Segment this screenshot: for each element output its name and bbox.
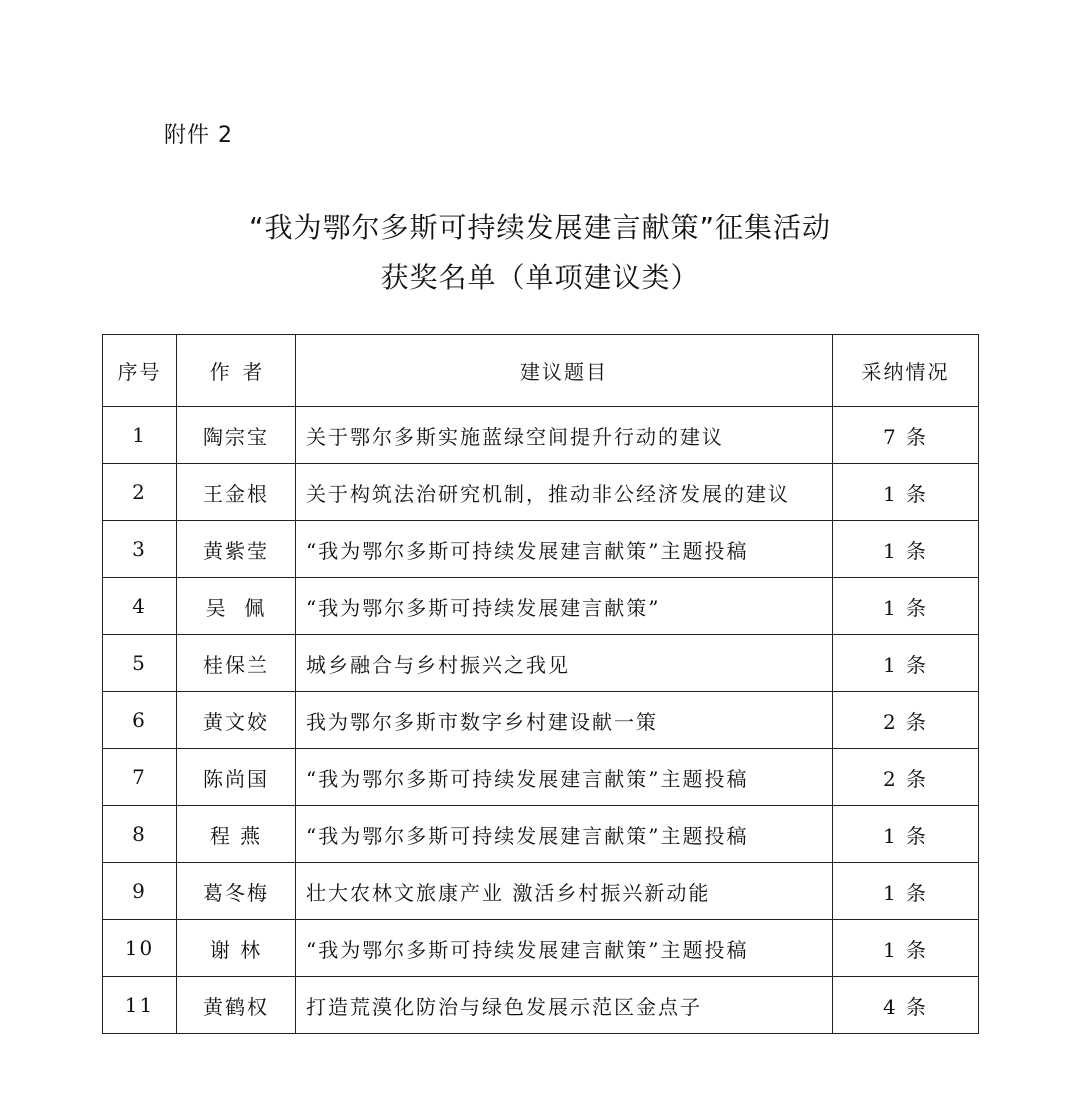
table-row [103, 578, 979, 635]
cell-topic: “我为鄂尔多斯可持续发展建言献策”主题投稿 [296, 749, 833, 806]
cell-no: 2 [103, 464, 177, 521]
table-row [103, 977, 979, 1034]
page-title: “我为鄂尔多斯可持续发展建言献策”征集活动 [248, 211, 831, 244]
cell-author: 陈尚国 [177, 749, 296, 806]
table-row [103, 521, 979, 578]
cell-topic: 壮大农林文旅康产业 激活乡村振兴新动能 [296, 863, 833, 920]
cell-status: 2 条 [833, 692, 979, 749]
cell-author: 王金根 [177, 464, 296, 521]
cell-author: 黄鹤权 [177, 977, 296, 1034]
table-row [103, 464, 979, 521]
header-no: 序号 [103, 335, 177, 407]
cell-status: 1 条 [833, 863, 979, 920]
table-row [103, 407, 979, 464]
table-row [103, 749, 979, 806]
cell-status: 7 条 [833, 407, 979, 464]
cell-topic: “我为鄂尔多斯可持续发展建言献策” [296, 578, 833, 635]
table-body [103, 407, 979, 1034]
cell-no: 4 [103, 578, 177, 635]
cell-status: 2 条 [833, 749, 979, 806]
cell-no: 6 [103, 692, 177, 749]
table-row [103, 920, 979, 977]
cell-status: 1 条 [833, 635, 979, 692]
cell-status: 1 条 [833, 464, 979, 521]
cell-topic: “我为鄂尔多斯可持续发展建言献策”主题投稿 [296, 521, 833, 578]
cell-author: 葛冬梅 [177, 863, 296, 920]
page-subtitle: 获奖名单（单项建议类） [380, 261, 700, 294]
cell-author: 黄紫莹 [177, 521, 296, 578]
cell-topic: 关于构筑法治研究机制，推动非公经济发展的建议 [296, 464, 833, 521]
cell-no: 1 [103, 407, 177, 464]
table-header-row [103, 335, 979, 407]
cell-no: 11 [103, 977, 177, 1034]
award-table [102, 334, 979, 1034]
cell-status: 1 条 [833, 920, 979, 977]
table-row [103, 863, 979, 920]
table-row [103, 692, 979, 749]
cell-topic: 我为鄂尔多斯市数字乡村建设献一策 [296, 692, 833, 749]
cell-author: 桂保兰 [177, 635, 296, 692]
cell-no: 3 [103, 521, 177, 578]
cell-author: 陶宗宝 [177, 407, 296, 464]
cell-status: 4 条 [833, 977, 979, 1034]
cell-author: 黄文姣 [177, 692, 296, 749]
table-row [103, 806, 979, 863]
cell-status: 1 条 [833, 578, 979, 635]
attachment-label: 附件 2 [164, 123, 233, 148]
cell-topic: 关于鄂尔多斯实施蓝绿空间提升行动的建议 [296, 407, 833, 464]
header-status: 采纳情况 [833, 335, 979, 407]
cell-author: 谢 林 [177, 920, 296, 977]
cell-no: 8 [103, 806, 177, 863]
cell-topic: “我为鄂尔多斯可持续发展建言献策”主题投稿 [296, 806, 833, 863]
cell-no: 10 [103, 920, 177, 977]
cell-topic: “我为鄂尔多斯可持续发展建言献策”主题投稿 [296, 920, 833, 977]
cell-author: 程 燕 [177, 806, 296, 863]
cell-author: 吴 佩 [177, 578, 296, 635]
table-row [103, 635, 979, 692]
header-topic: 建议题目 [296, 335, 833, 407]
cell-topic: 城乡融合与乡村振兴之我见 [296, 635, 833, 692]
cell-no: 9 [103, 863, 177, 920]
cell-status: 1 条 [833, 521, 979, 578]
cell-no: 7 [103, 749, 177, 806]
cell-topic: 打造荒漠化防治与绿色发展示范区金点子 [296, 977, 833, 1034]
cell-status: 1 条 [833, 806, 979, 863]
header-author: 作 者 [177, 335, 296, 407]
cell-no: 5 [103, 635, 177, 692]
